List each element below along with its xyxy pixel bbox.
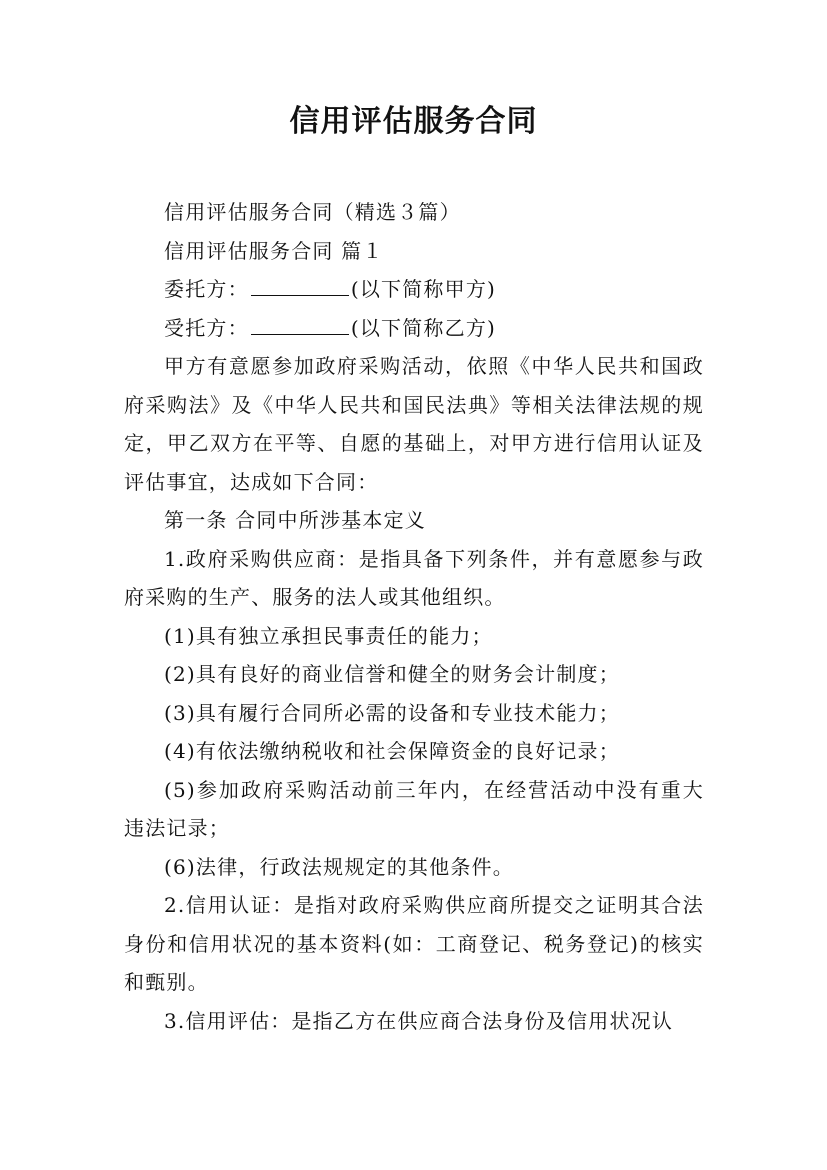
intro-paragraph: 甲方有意愿参加政府采购活动，依照《中华人民共和国政府采购法》及《中华人民共和国民法典》等相关法律法规的规定，甲乙双方在平等、自愿的基础上，对甲方进行信用认证及评估事宜，达成如下合同： xyxy=(124,354,704,494)
condition-3: (3)具有履行合同所必需的设备和专业技术能力； xyxy=(164,700,620,725)
article-1-heading: 第一条 合同中所涉基本定义 xyxy=(164,508,426,532)
subtitle: 信用评估服务合同（精选３篇） xyxy=(164,200,461,224)
condition-4: (4)有依法缴纳税收和社会保障资金的良好记录； xyxy=(164,739,620,763)
condition-5: (5)参加政府采购活动前三年内，在经营活动中没有重大违法记录； xyxy=(124,777,704,840)
party-a-note: (以下简称甲方) xyxy=(350,277,497,301)
party-a-blank xyxy=(251,273,349,296)
party-b-label: 受托方： xyxy=(164,315,249,340)
section-heading: 信用评估服务合同 篇１ xyxy=(164,238,384,263)
condition-6: (6)法律，行政法规规定的其他条件。 xyxy=(164,854,514,879)
definition-1: 1.政府采购供应商：是指具备下列条件，并有意愿参与政府采购的生产、服务的法人或其他组织。 xyxy=(124,546,704,609)
party-a-line xyxy=(124,270,704,309)
document-title: 信用评估服务合同 xyxy=(289,104,538,139)
condition-2: (2)具有良好的商业信誉和健全的财务会计制度； xyxy=(164,662,620,686)
definition-3: 3.信用评估：是指乙方在供应商合法身份及信用状况认 xyxy=(164,1008,674,1033)
party-b-note: (以下简称乙方) xyxy=(350,315,497,340)
document-body xyxy=(124,193,704,1040)
condition-1: (1)具有独立承担民事责任的能力； xyxy=(164,623,493,648)
definition-2: 2.信用认证：是指对政府采购供应商所提交之证明其合法身份和信用状况的基本资料(如：工商登记、税务登记)的核实和甄别。 xyxy=(124,893,704,994)
party-a-label: 委托方： xyxy=(164,277,249,301)
party-b-blank xyxy=(251,312,349,335)
party-b-line xyxy=(124,309,704,348)
